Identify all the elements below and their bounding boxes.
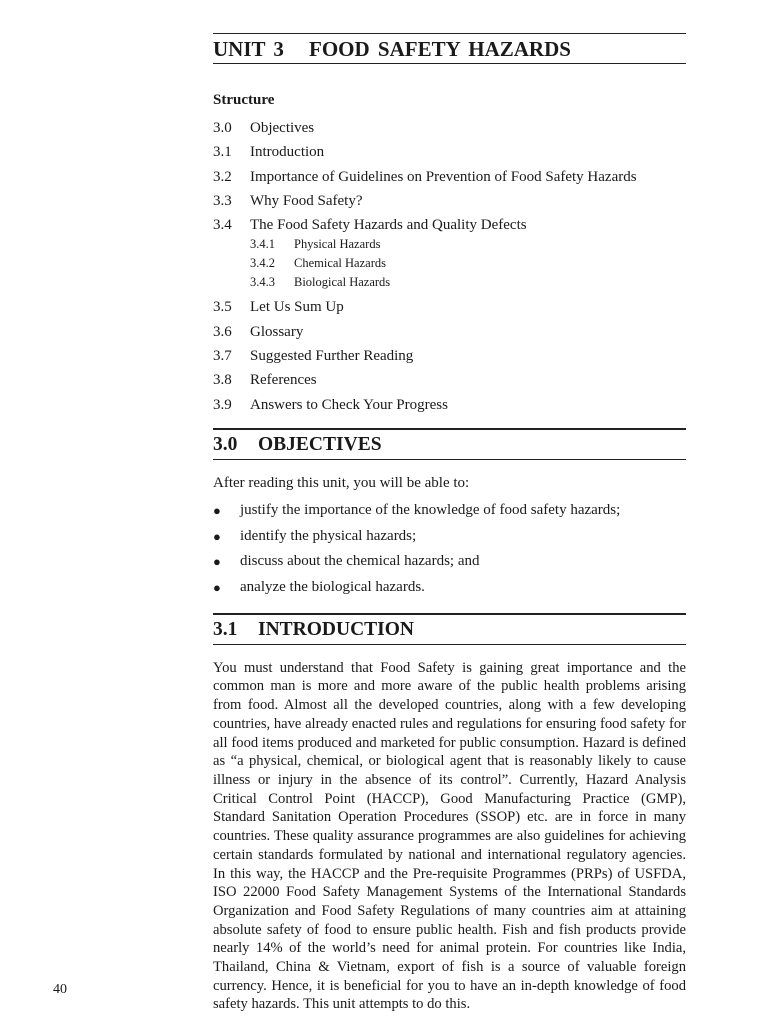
list-item-text: analyze the biological hazards.	[240, 579, 425, 596]
toc-number: 3.1	[213, 144, 232, 161]
toc-subitems	[213, 235, 686, 292]
toc-number: 3.4	[213, 217, 232, 234]
objectives-list	[213, 498, 686, 601]
unit-title-text: FOOD SAFETY HAZARDS	[309, 37, 571, 61]
toc-title: Glossary	[250, 323, 304, 340]
toc-item	[213, 213, 686, 237]
toc-title: Suggested Further Reading	[250, 348, 414, 365]
toc-title: Importance of Guidelines on Prevention of Food Safety Hazards	[250, 168, 637, 185]
introduction-paragraph: You must understand that Food Safety is gaining great importance and the common man is more and more aware of the public health problems arising from food. Almost all the developed countries, along with a few developing countries, have already enacted rules and regulations for ensuring food safety for all food items produced and marketed for public consumption. Hazard is defined as “a physical, chemical, or biological agent that is reasonably likely to cause illness or injury in the absence of its control”. Currently, Hazard Analysis Critical Control Point (HACCP), Good Manufacturing Practice (GMP), Standard Sanitation Operation Procedures (SSOP) etc. are in force in many countries. These quality assurance programmes are also guidelines for achieving certain standards formulated by national and international regulatory agencies. In this way, the HACCP and the Pre-requisite Programmes (PRPs) of USFDA, ISO 22000 Food Safety Management Systems of the International Standards Organization and Food Safety Regulations of many countries aim at attaining absolute safety of food to ensure public health. Fish and fish products provide nearly 14% of the world’s need for animal protein. For countries like India, Thailand, China & Vietnam, export of fish is a source of valuable foreign currency. Hence, it is beneficial for you to have an in-depth knowledge of food safety hazards. This unit attempts to do this.	[213, 659, 686, 1013]
list-item-text: identify the physical hazards;	[240, 527, 417, 544]
toc-sub-number: 3.4.3	[250, 275, 275, 290]
toc-subitem	[213, 235, 686, 254]
toc-title: Objectives	[250, 120, 315, 136]
table-of-contents	[213, 116, 686, 417]
section-title: INTRODUCTION	[258, 618, 415, 640]
toc-sub-title: Chemical Hazards	[294, 256, 386, 271]
toc-sub-number: 3.4.2	[250, 256, 275, 271]
section-number: 3.0	[213, 433, 238, 455]
toc-item	[213, 189, 686, 213]
list-item	[213, 524, 686, 550]
list-item	[213, 549, 686, 575]
unit-title	[213, 33, 686, 64]
bullet-icon: ●	[213, 502, 221, 518]
toc-item	[213, 116, 686, 140]
toc-item	[213, 140, 686, 164]
toc-title: Answers to Check Your Progress	[250, 396, 448, 413]
toc-title: Let Us Sum Up	[250, 299, 344, 316]
section-number: 3.1	[213, 618, 238, 640]
page-number: 40	[53, 982, 67, 997]
toc-title: The Food Safety Hazards and Quality Defects	[250, 217, 527, 234]
structure-label: Structure	[213, 92, 275, 108]
section-title: OBJECTIVES	[258, 433, 382, 455]
toc-title: References	[250, 372, 317, 389]
toc-number: 3.7	[213, 348, 232, 365]
toc-title: Introduction	[250, 144, 325, 161]
list-item-text: discuss about the chemical hazards; and	[240, 553, 480, 570]
objectives-intro: After reading this unit, you will be able to:	[213, 474, 470, 491]
toc-number: 3.5	[213, 299, 232, 316]
toc-subitem	[213, 273, 686, 292]
list-item-text: justify the importance of the knowledge of food safety hazards;	[240, 501, 621, 518]
toc-subitem	[213, 254, 686, 273]
list-item	[213, 575, 686, 601]
bullet-icon: ●	[213, 580, 221, 596]
objectives-heading	[213, 428, 686, 460]
toc-number: 3.0	[213, 120, 232, 136]
toc-item	[213, 165, 686, 189]
toc-sub-title: Physical Hazards	[294, 237, 381, 252]
toc-number: 3.9	[213, 396, 232, 413]
unit-number: UNIT 3	[213, 37, 284, 61]
toc-item	[213, 295, 686, 319]
introduction-heading	[213, 613, 686, 645]
bullet-icon: ●	[213, 554, 221, 570]
toc-item	[213, 368, 686, 392]
toc-title: Why Food Safety?	[250, 192, 363, 209]
toc-number: 3.2	[213, 168, 232, 185]
bullet-icon: ●	[213, 528, 221, 544]
toc-number: 3.3	[213, 192, 232, 209]
toc-number: 3.8	[213, 372, 232, 389]
list-item	[213, 498, 686, 524]
toc-number: 3.6	[213, 323, 232, 340]
toc-sub-number: 3.4.1	[250, 237, 275, 252]
toc-sub-title: Biological Hazards	[294, 275, 391, 290]
page-content	[213, 33, 686, 1014]
toc-item	[213, 344, 686, 368]
toc-item	[213, 320, 686, 344]
toc-item	[213, 393, 686, 417]
